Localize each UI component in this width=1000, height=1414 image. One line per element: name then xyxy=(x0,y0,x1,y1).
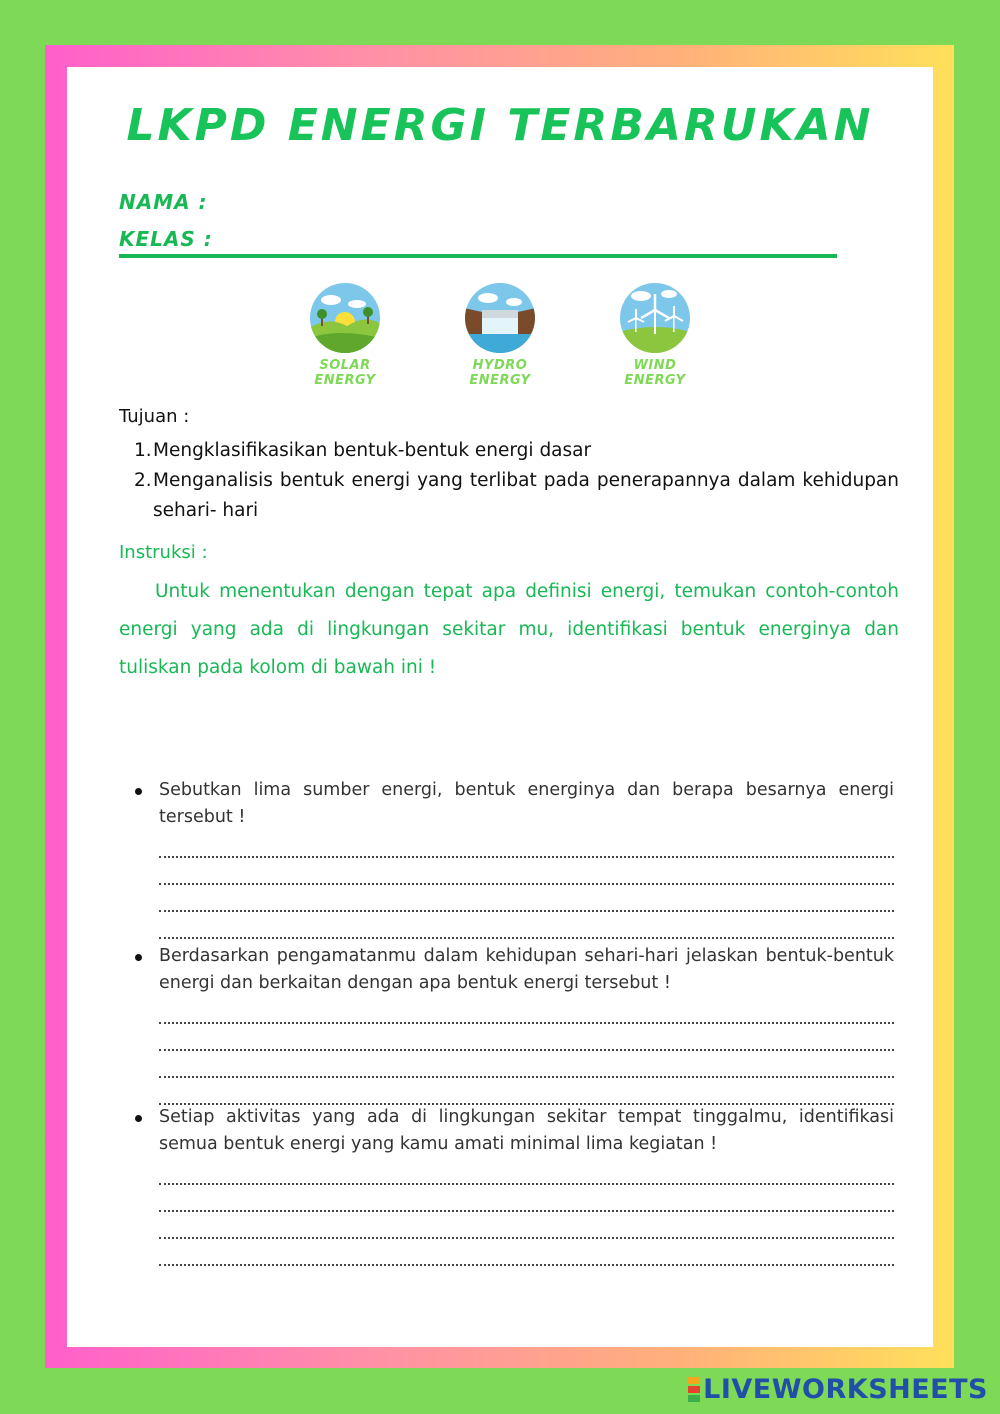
wind-energy-icon xyxy=(619,282,691,354)
wind-energy-label: WIND ENERGY xyxy=(624,358,686,388)
answer-line[interactable] xyxy=(159,858,894,885)
question-3 xyxy=(135,1104,894,1266)
answer-line[interactable] xyxy=(159,1078,894,1105)
question-text: Berdasarkan pengamatanmu dalam kehidupan sehari-hari jelaskan bentuk-bentuk energi dan berkaitan dengan apa bentuk energi tersebut ! xyxy=(159,946,894,993)
solar-energy-label: SOLAR ENERGY xyxy=(314,358,376,388)
energy-item-wind xyxy=(595,282,715,388)
answer-line[interactable] xyxy=(159,912,894,939)
tujuan-heading: Tujuan : xyxy=(119,406,190,427)
answer-area[interactable] xyxy=(159,997,894,1105)
logo-mark-icon xyxy=(688,1376,700,1403)
watermark-text: LIVEWORKSHEETS xyxy=(703,1373,988,1405)
bullet-icon xyxy=(135,788,142,795)
answer-line[interactable] xyxy=(159,1158,894,1185)
answer-area[interactable] xyxy=(159,1158,894,1266)
answer-line[interactable] xyxy=(159,997,894,1024)
question-text: Sebutkan lima sumber energi, bentuk energinya dan berapa besarnya energi tersebut ! xyxy=(159,780,894,827)
energy-item-solar xyxy=(285,282,405,388)
list-item: 2. Menganalisis bentuk energi yang terlibat pada penerapannya dalam kehidupan sehari- hari xyxy=(134,470,899,521)
tujuan-list xyxy=(119,436,899,526)
bullet-icon xyxy=(135,954,142,961)
answer-line[interactable] xyxy=(159,1212,894,1239)
answer-area[interactable] xyxy=(159,831,894,939)
divider xyxy=(119,254,837,258)
instruksi-heading: Instruksi : xyxy=(119,542,208,563)
hydro-energy-label: HYDRO ENERGY xyxy=(469,358,531,388)
answer-line[interactable] xyxy=(159,1185,894,1212)
energy-item-hydro xyxy=(440,282,560,388)
question-1 xyxy=(135,777,894,939)
hydro-energy-icon xyxy=(464,282,536,354)
question-text: Setiap aktivitas yang ada di lingkungan sekitar tempat tinggalmu, identifikasi semua bentuk energi yang kamu amati minimal lima kegiatan ! xyxy=(159,1107,894,1154)
nama-label: NAMA : xyxy=(119,190,208,214)
solar-energy-icon xyxy=(309,282,381,354)
page-title: LKPD ENERGI TERBARUKAN xyxy=(126,100,874,151)
answer-line[interactable] xyxy=(159,1051,894,1078)
answer-line[interactable] xyxy=(159,1024,894,1051)
question-2 xyxy=(135,943,894,1105)
answer-line[interactable] xyxy=(159,885,894,912)
answer-line[interactable] xyxy=(159,831,894,858)
answer-line[interactable] xyxy=(159,1239,894,1266)
list-item: 1. Mengklasifikasikan bentuk-bentuk energi dasar xyxy=(134,440,592,461)
liveworksheets-logo xyxy=(688,1374,988,1404)
kelas-label: KELAS : xyxy=(119,227,213,251)
instruksi-text: Untuk menentukan dengan tepat apa definisi energi, temukan contoh-contoh energi yang ada di lingkungan sekitar mu, identifikasi bentuk energinya dan tuliskan pada kolom di bawah ini ! xyxy=(119,581,899,678)
bullet-icon xyxy=(135,1115,142,1122)
